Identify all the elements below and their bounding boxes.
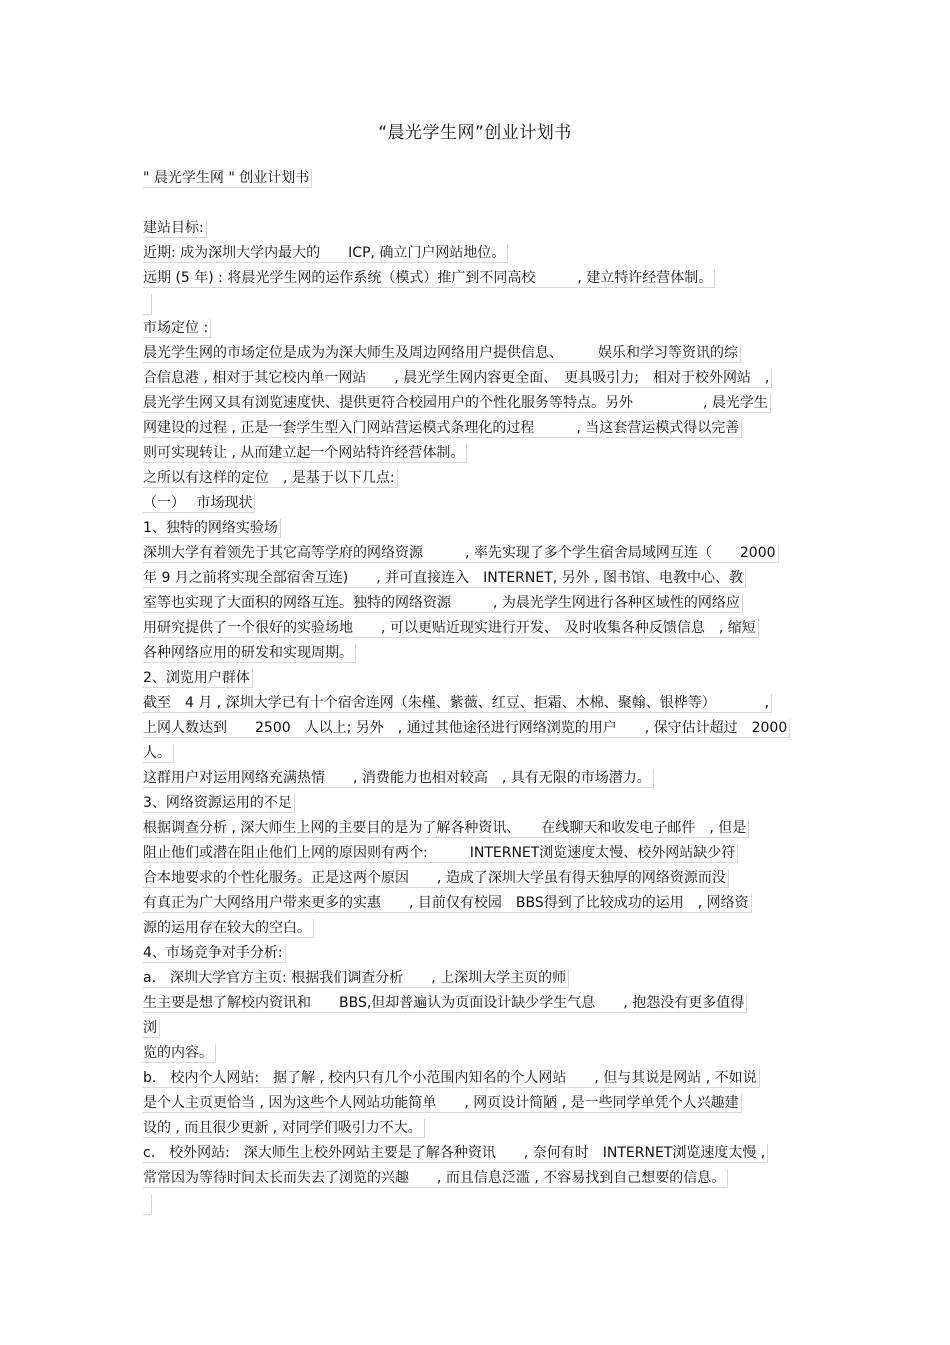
section-heading: 3、网络资源运用的不足	[143, 794, 295, 813]
blank-line	[143, 294, 152, 315]
paragraph-line: 室等也实现了大面积的网络互连。独特的网络资源 , 为晨光学生网进行各种区域性的网络应	[143, 594, 743, 613]
paragraph-line: 是个人主页更恰当 , 因为这些个人网站功能简单 , 网页设计简陋 , 是一些同学单凭个人兴趣建	[143, 1094, 742, 1113]
paragraph-line: 近期: 成为深圳大学内最大的 ICP, 确立门户网站地位。	[143, 244, 508, 263]
paragraph-line: 生主要是想了解校内资讯和 BBS,但却普遍认为页面设计缺少学生气息 , 抱怨没有更多值得	[143, 994, 747, 1013]
paragraph-line: 晨光学生网的市场定位是成为为深大师生及周边网络用户提供信息、 娱乐和学习等资讯的综	[143, 344, 741, 363]
paragraph-line: 网建设的过程 , 正是一套学生型入门网站营运模式条理化的过程 , 当这套营运模式得以完善	[143, 419, 742, 438]
paragraph-line: 根据调查分析 , 深大师生上网的主要目的是为了解各种资讯、 在线聊天和收发电子邮件 , 但是	[143, 819, 749, 838]
paragraph-line: c. 校外网站: 深大师生上校外网站主要是了解各种资讯 , 奈何有时 INTERNET浏览速度太慢 ,	[143, 1144, 768, 1163]
section-heading: 2、浏览用户群体	[143, 669, 253, 688]
paragraph-line: 这群用户对运用网络充满热情 , 消费能力也相对较高 , 具有无限的市场潜力。	[143, 769, 654, 788]
paragraph-line: 截至 4 月 , 深圳大学已有十个宿舍连网（朱槿、紫薇、红豆、拒霜、木棉、聚翰、银桦等） ,	[143, 694, 772, 713]
paragraph-line: 览的内容。	[143, 1044, 216, 1063]
section-heading: （一） 市场现状	[143, 494, 255, 513]
paragraph-line: 合信息港 , 相对于其它校内单一网站 , 晨光学生网内容更全面、 更具吸引力; 相对于校外网站 ,	[143, 369, 772, 388]
paragraph-line: 常常因为等待时间太长而失去了浏览的兴趣 , 而且信息泛滥 , 不容易找到自己想要的信息。	[143, 1169, 728, 1188]
document-title: “晨光学生网”创业计划书	[378, 123, 572, 143]
paragraph-line: 人。	[143, 744, 174, 763]
paragraph-line: 设的 , 而且很少更新 , 对同学们吸引力不大。	[143, 1119, 425, 1138]
paragraph-line: 浏	[143, 1019, 160, 1038]
paragraph-line: 深圳大学有着领先于其它高等学府的网络资源 , 率先实现了多个学生宿舍局域网互连（ 2000	[143, 544, 779, 563]
paragraph-line: 则可实现转让 , 从而建立起一个网站特许经营体制。	[143, 444, 467, 463]
paragraph-line: 年 9 月之前将实现全部宿舍互连) , 并可直接连入 INTERNET, 另外 , 图书馆、电教中心、教	[143, 569, 746, 588]
section-heading: 市场定位 :	[143, 319, 211, 338]
paragraph-line: 阻止他们或潜在阻止他们上网的原因则有两个: INTERNET浏览速度太慢、校外网站缺少符	[143, 844, 738, 863]
paragraph-line: 各种网络应用的研发和实现周期。	[143, 644, 356, 663]
blank-line	[143, 1194, 152, 1215]
doc-subtitle: " 晨光学生网 " 创业计划书	[143, 169, 312, 188]
paragraph-line: 远期 (5 年) : 将晨光学生网的运作系统（模式）推广到不同高校 , 建立特许经营体制。	[143, 269, 715, 288]
paragraph-line: 有真正为广大网络用户带来更多的实惠 , 目前仅有校园 BBS得到了比较成功的运用 , 网络资	[143, 894, 752, 913]
paragraph-line: 源的运用存在较大的空白。	[143, 919, 314, 938]
paragraph-line: a. 深圳大学官方主页: 根据我们调查分析 , 上深圳大学主页的师	[143, 969, 569, 988]
paragraph-line: 上网人数达到 2500 人以上; 另外 , 通过其他途径进行网络浏览的用户 , 保守估计超过 2000	[143, 719, 790, 738]
paragraph-line: 用研究提供了一个很好的实验场地 , 可以更贴近现实进行开发、 及时收集各种反馈信息 , 缩短	[143, 619, 759, 638]
paragraph-line: 晨光学生网又具有浏览速度快、提供更符合校园用户的个性化服务等特点。另外 , 晨光学生	[143, 394, 771, 413]
section-heading: 1、独特的网络实验场	[143, 519, 281, 538]
paragraph-line: 之所以有这样的定位 , 是基于以下几点:	[143, 469, 398, 488]
paragraph-line: 合本地要求的个性化服务。正是这两个原因 , 造成了深圳大学虽有得天独厚的网络资源而没	[143, 869, 729, 888]
section-heading: 建站目标:	[143, 219, 207, 238]
section-heading: 4、市场竞争对手分析:	[143, 944, 286, 963]
paragraph-line: b. 校内个人网站: 据了解 , 校内只有几个小范围内知名的个人网站 , 但与其说是网站 , 不如说	[143, 1069, 760, 1088]
